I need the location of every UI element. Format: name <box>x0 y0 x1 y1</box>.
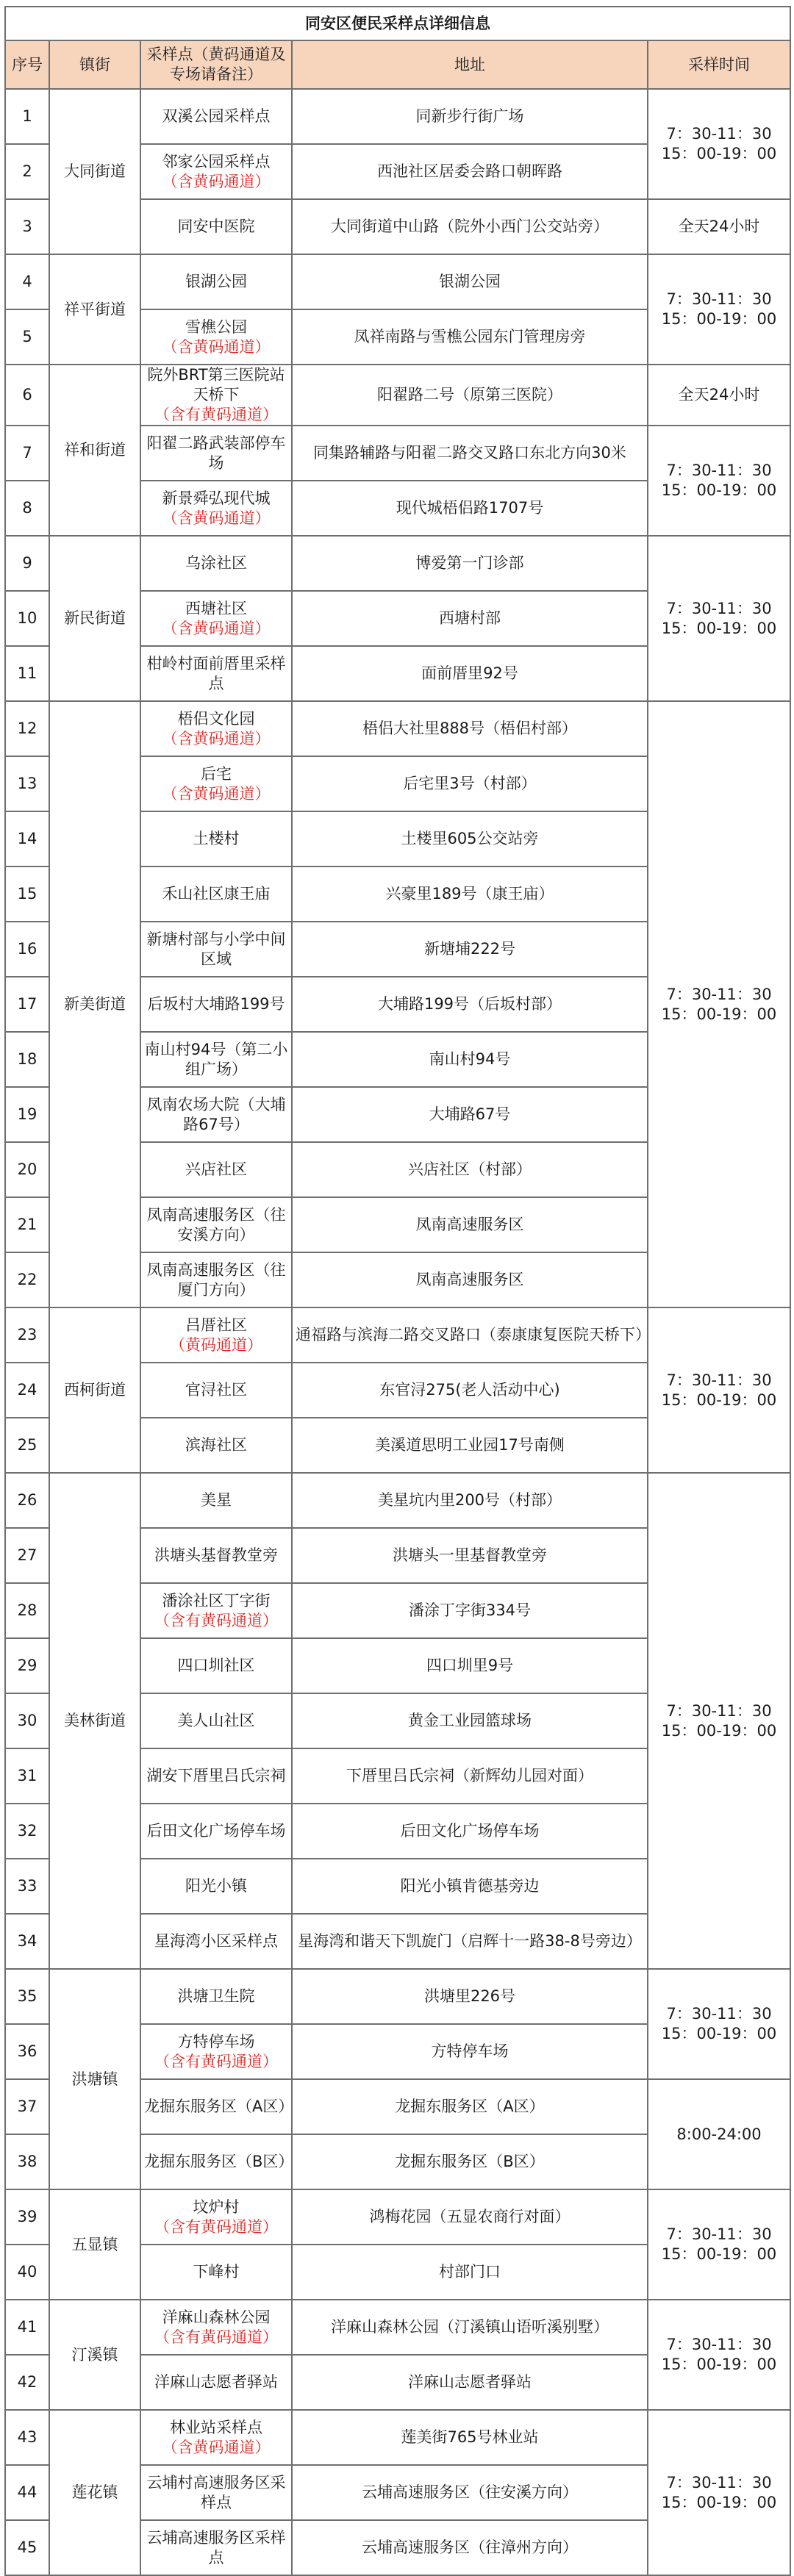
town-cell: 新民街道 <box>49 536 140 701</box>
site-name: 湖安下厝里吕氏宗祠 <box>146 1767 286 1784</box>
site-cell <box>140 1638 292 1693</box>
yellow-code-note: （含黄码通道） <box>162 619 271 637</box>
site-name: 新景舜弘现代城 <box>162 489 271 507</box>
time-line-2: 15：00-19：00 <box>661 2356 777 2373</box>
time-line-2: 15：00-19：00 <box>661 1721 777 1740</box>
site-cell <box>140 144 292 199</box>
site-name: 龙掘东服务区（A区） <box>144 2098 294 2115</box>
row-number: 40 <box>5 2245 49 2300</box>
site-cell <box>140 1252 292 1307</box>
site-name: 阳翟二路武装部停车场 <box>146 434 286 472</box>
site-name: 云埔村高速服务区采样点 <box>146 2473 286 2511</box>
table-row <box>5 2410 790 2465</box>
row-number: 37 <box>5 2079 49 2134</box>
site-cell <box>140 2465 292 2520</box>
sampling-time-cell <box>648 426 790 536</box>
row-number: 2 <box>5 144 49 199</box>
sampling-time-cell <box>648 536 790 701</box>
town-cell: 祥平街道 <box>49 254 140 365</box>
sampling-time-cell <box>648 199 790 254</box>
town-cell: 汀溪镇 <box>49 2300 140 2410</box>
row-number: 13 <box>5 756 49 811</box>
yellow-code-note: （含有黄码通道） <box>154 2052 278 2070</box>
table-row <box>5 2300 790 2355</box>
time-line-2: 15：00-19：00 <box>661 2025 777 2042</box>
row-number: 31 <box>5 1748 49 1804</box>
site-name: 官浔社区 <box>185 1381 247 1399</box>
site-cell <box>140 2024 292 2079</box>
site-cell <box>140 365 292 426</box>
address-cell: 后宅里3号（村部） <box>292 756 648 811</box>
site-name: 凤南高速服务区（往安溪方向） <box>146 1205 286 1244</box>
site-name: 洪塘卫生院 <box>177 1987 255 2005</box>
address-cell: 西池社区居委会路口朝晖路 <box>292 144 648 199</box>
site-name: 吕厝社区 <box>185 1316 247 1334</box>
time-line-1: 7：30-11：30 <box>666 599 772 617</box>
site-cell <box>140 1363 292 1418</box>
site-name: 洋麻山森林公园 <box>162 2308 271 2326</box>
row-number: 27 <box>5 1528 49 1583</box>
address-cell: 四口圳里9号 <box>292 1638 648 1693</box>
time-line-1: 7：30-11：30 <box>666 2005 772 2023</box>
address-cell: 洋麻山森林公园（汀溪镇山语听溪别墅） <box>292 2300 648 2355</box>
yellow-code-note: （含黄码通道） <box>162 509 271 527</box>
sampling-time-cell <box>648 365 790 426</box>
row-number: 14 <box>5 811 49 867</box>
site-cell <box>140 1142 292 1197</box>
address-cell: 博爱第一门诊部 <box>292 536 648 591</box>
row-number: 24 <box>5 1363 49 1418</box>
address-cell: 大同街道中山路（院外小西门公交站旁） <box>292 199 648 254</box>
time-line-2: 15：00-19：00 <box>661 619 777 637</box>
row-number: 1 <box>5 89 49 144</box>
yellow-code-note: （含黄码通道） <box>162 172 271 190</box>
address-cell: 面前厝里92号 <box>292 646 648 701</box>
row-number: 7 <box>5 426 49 481</box>
row-number: 21 <box>5 1197 49 1252</box>
site-cell <box>140 756 292 811</box>
row-number: 17 <box>5 977 49 1032</box>
site-name: 梧侣文化园 <box>177 709 255 728</box>
header-address: 地址 <box>292 40 648 89</box>
row-number: 26 <box>5 1473 49 1528</box>
site-cell <box>140 536 292 591</box>
row-number: 18 <box>5 1032 49 1087</box>
address-cell: 凤南高速服务区 <box>292 1197 648 1252</box>
time-line-2: 15：00-19：00 <box>661 2245 777 2263</box>
table-title: 同安区便民采样点详细信息 <box>5 7 790 40</box>
address-cell: 美星坑内里200号（村部） <box>292 1473 648 1528</box>
row-number: 36 <box>5 2024 49 2079</box>
site-name: 方特停车场 <box>177 2032 255 2051</box>
sampling-time-cell <box>648 2300 790 2410</box>
site-name: 滨海社区 <box>185 1436 247 1454</box>
address-cell: 土楼里605公交站旁 <box>292 811 648 867</box>
site-cell <box>140 1087 292 1142</box>
site-cell <box>140 2245 292 2300</box>
time-line-1: 7：30-11：30 <box>666 2336 772 2353</box>
site-cell <box>140 1914 292 1969</box>
site-name: 后田文化广场停车场 <box>146 1822 286 1840</box>
town-cell: 西柯街道 <box>49 1307 140 1473</box>
address-cell: 龙掘东服务区（A区） <box>292 2079 648 2134</box>
document-wrapper <box>4 6 790 2576</box>
time-line-2: 15：00-19：00 <box>661 145 777 162</box>
site-cell <box>140 1528 292 1583</box>
address-cell: 洪塘里226号 <box>292 1969 648 2024</box>
table-body <box>5 89 790 2575</box>
yellow-code-note: （含有黄码通道） <box>154 2217 278 2236</box>
time-line-2: 15：00-19：00 <box>661 2493 777 2511</box>
town-cell: 洪塘镇 <box>49 1969 140 2189</box>
address-cell: 美溪道思明工业园17号南侧 <box>292 1418 648 1473</box>
row-number: 3 <box>5 199 49 254</box>
table-row <box>5 1307 790 1363</box>
table-row <box>5 365 790 426</box>
site-cell <box>140 1804 292 1859</box>
site-name: 洪塘头基督教堂旁 <box>154 1546 278 1564</box>
town-cell: 美林街道 <box>49 1473 140 1969</box>
site-name: 潘涂社区丁字街 <box>162 1591 271 1610</box>
site-cell <box>140 2079 292 2134</box>
sampling-time-cell <box>648 2189 790 2300</box>
address-cell: 阳翟路二号（原第三医院） <box>292 365 648 426</box>
header-town: 镇街 <box>49 40 140 89</box>
sampling-time-cell <box>648 701 790 1307</box>
row-number: 29 <box>5 1638 49 1693</box>
row-number: 33 <box>5 1859 49 1914</box>
address-cell: 东官浔275(老人活动中心) <box>292 1363 648 1418</box>
header-time: 采样时间 <box>648 40 790 89</box>
row-number: 25 <box>5 1418 49 1473</box>
address-cell: 凤祥南路与雪樵公园东门管理房旁 <box>292 309 648 365</box>
row-number: 19 <box>5 1087 49 1142</box>
address-cell: 下厝里吕氏宗祠（新辉幼儿园对面） <box>292 1748 648 1804</box>
site-name: 林业站采样点 <box>170 2418 262 2436</box>
address-cell: 黄金工业园篮球场 <box>292 1693 648 1748</box>
site-cell <box>140 867 292 922</box>
site-name: 美星 <box>201 1491 232 1509</box>
site-name: 下峰村 <box>193 2263 240 2281</box>
time-line-1: 7：30-11：30 <box>666 462 772 479</box>
address-cell: 洋麻山志愿者驿站 <box>292 2355 648 2410</box>
time-line-1: 全天24小时 <box>678 218 760 235</box>
site-cell <box>140 646 292 701</box>
row-number: 6 <box>5 365 49 426</box>
site-cell <box>140 89 292 144</box>
yellow-code-note: （黄码通道） <box>170 1335 262 1354</box>
town-cell: 新美街道 <box>49 701 140 1307</box>
site-name: 雪樵公园 <box>185 317 247 336</box>
title-row <box>5 7 790 40</box>
row-number: 42 <box>5 2355 49 2410</box>
sampling-time-cell <box>648 2079 790 2189</box>
row-number: 32 <box>5 1804 49 1859</box>
time-line-2: 15：00-19：00 <box>661 1391 777 1409</box>
address-cell: 鸿梅花园（五显农商行对面） <box>292 2189 648 2245</box>
address-cell: 大埔路199号（后坂村部） <box>292 977 648 1032</box>
site-name: 四口圳社区 <box>177 1657 255 1674</box>
site-name: 星海湾小区采样点 <box>154 1932 278 1950</box>
table-row <box>5 1473 790 1528</box>
address-cell: 莲美街765号林业站 <box>292 2410 648 2465</box>
site-cell <box>140 309 292 365</box>
yellow-code-note: （含黄码通道） <box>162 337 271 356</box>
site-cell <box>140 1583 292 1638</box>
yellow-code-note: （含黄码通道） <box>162 784 271 803</box>
row-number: 44 <box>5 2465 49 2520</box>
address-cell: 阳光小镇肯德基旁边 <box>292 1859 648 1914</box>
site-name: 柑岭村面前厝里采样点 <box>146 654 286 692</box>
address-cell: 方特停车场 <box>292 2024 648 2079</box>
site-name: 坟炉村 <box>193 2198 240 2216</box>
address-cell: 西塘村部 <box>292 591 648 646</box>
row-number: 15 <box>5 867 49 922</box>
row-number: 16 <box>5 922 49 977</box>
sampling-time-cell <box>648 89 790 199</box>
time-line-2: 15：00-19：00 <box>661 310 777 328</box>
town-cell: 五显镇 <box>49 2189 140 2300</box>
site-cell <box>140 811 292 867</box>
site-name: 云埔高速服务区采样点 <box>146 2528 286 2566</box>
site-cell <box>140 2189 292 2245</box>
time-line-1: 7：30-11：30 <box>666 2473 772 2491</box>
site-name: 邻家公园采样点 <box>162 152 271 171</box>
address-cell: 星海湾和谐天下凯旋门（启辉十一路38-8号旁边） <box>292 1914 648 1969</box>
address-cell: 通福路与滨海二路交叉路口（泰康康复医院天桥下） <box>292 1307 648 1363</box>
site-cell <box>140 701 292 756</box>
site-cell <box>140 1693 292 1748</box>
sampling-time-cell <box>648 254 790 365</box>
site-cell <box>140 2134 292 2189</box>
site-cell <box>140 426 292 481</box>
site-cell <box>140 1473 292 1528</box>
address-cell: 兴店社区（村部） <box>292 1142 648 1197</box>
time-line-1: 7：30-11：30 <box>666 1701 772 1720</box>
sampling-time-cell <box>648 1307 790 1473</box>
sampling-time-cell <box>648 2410 790 2575</box>
row-number: 8 <box>5 481 49 536</box>
time-line-2: 15：00-19：00 <box>661 1005 777 1023</box>
address-cell: 潘涂丁字街334号 <box>292 1583 648 1638</box>
sampling-time-cell <box>648 1969 790 2079</box>
table-row <box>5 89 790 144</box>
site-cell <box>140 922 292 977</box>
row-number: 28 <box>5 1583 49 1638</box>
address-cell: 南山村94号 <box>292 1032 648 1087</box>
site-cell <box>140 977 292 1032</box>
site-name: 南山村94号（第二小组广场） <box>144 1040 288 1078</box>
time-line-1: 7：30-11：30 <box>666 1371 772 1389</box>
address-cell: 银湖公园 <box>292 254 648 309</box>
table-row <box>5 2189 790 2245</box>
address-cell: 龙掘东服务区（B区） <box>292 2134 648 2189</box>
sampling-sites-table <box>4 6 791 2576</box>
address-cell: 云埔高速服务区（往漳州方向） <box>292 2520 648 2575</box>
site-name: 美人山社区 <box>177 1712 255 1729</box>
site-name: 乌涂社区 <box>185 554 247 572</box>
time-line-1: 全天24小时 <box>678 386 760 403</box>
site-cell <box>140 2300 292 2355</box>
row-number: 45 <box>5 2520 49 2575</box>
site-cell <box>140 1197 292 1252</box>
address-cell: 云埔高速服务区（往安溪方向） <box>292 2465 648 2520</box>
row-number: 11 <box>5 646 49 701</box>
site-cell <box>140 1859 292 1914</box>
site-name: 银湖公园 <box>185 273 247 290</box>
address-cell: 凤南高速服务区 <box>292 1252 648 1307</box>
header-no: 序号 <box>5 40 49 89</box>
row-number: 5 <box>5 309 49 365</box>
site-name: 兴店社区 <box>185 1160 247 1178</box>
site-cell <box>140 2520 292 2575</box>
row-number: 12 <box>5 701 49 756</box>
site-cell <box>140 199 292 254</box>
time-line-2: 15：00-19：00 <box>661 481 777 499</box>
header-row <box>5 40 790 89</box>
time-line-1: 8:00-24:00 <box>676 2125 762 2143</box>
address-cell: 梧侣大社里888号（梧侣村部） <box>292 701 648 756</box>
address-cell: 同集路辅路与阳翟二路交叉路口东北方向30米 <box>292 426 648 481</box>
site-name: 新塘村部与小学中间区域 <box>146 930 286 968</box>
time-line-1: 7：30-11：30 <box>666 290 772 308</box>
row-number: 30 <box>5 1693 49 1748</box>
site-name: 禾山社区康王庙 <box>162 885 271 903</box>
row-number: 4 <box>5 254 49 309</box>
site-name: 同安中医院 <box>177 218 255 235</box>
table-row <box>5 536 790 591</box>
header-site: 采样点（黄码通道及专场请备注） <box>140 40 292 89</box>
time-line-1: 7：30-11：30 <box>666 125 772 143</box>
site-cell <box>140 2355 292 2410</box>
address-cell: 大埔路67号 <box>292 1087 648 1142</box>
site-cell <box>140 254 292 309</box>
address-cell: 洪塘头一里基督教堂旁 <box>292 1528 648 1583</box>
row-number: 41 <box>5 2300 49 2355</box>
address-cell: 后田文化广场停车场 <box>292 1804 648 1859</box>
address-cell: 同新步行街广场 <box>292 89 648 144</box>
row-number: 39 <box>5 2189 49 2245</box>
row-number: 10 <box>5 591 49 646</box>
site-cell <box>140 1418 292 1473</box>
site-name: 院外BRT第三医院站天桥下 <box>147 366 285 403</box>
site-cell <box>140 591 292 646</box>
table-row <box>5 701 790 756</box>
site-name: 后坂村大埔路199号 <box>147 995 285 1013</box>
row-number: 43 <box>5 2410 49 2465</box>
site-name: 阳光小镇 <box>185 1877 247 1895</box>
time-line-1: 7：30-11：30 <box>666 2225 772 2243</box>
site-name: 龙掘东服务区（B区） <box>144 2153 294 2170</box>
address-cell: 现代城梧侣路1707号 <box>292 481 648 536</box>
table-row <box>5 1969 790 2024</box>
site-cell <box>140 1748 292 1804</box>
site-name: 凤南高速服务区（往厦门方向） <box>146 1260 286 1299</box>
town-cell: 大同街道 <box>49 89 140 254</box>
site-cell <box>140 1307 292 1363</box>
yellow-code-note: （含黄码通道） <box>162 2438 271 2456</box>
row-number: 38 <box>5 2134 49 2189</box>
site-name: 西塘社区 <box>185 599 247 617</box>
time-line-1: 7：30-11：30 <box>666 985 772 1003</box>
table-row <box>5 254 790 309</box>
site-name: 洋麻山志愿者驿站 <box>154 2373 278 2391</box>
row-number: 35 <box>5 1969 49 2024</box>
row-number: 9 <box>5 536 49 591</box>
site-cell <box>140 1969 292 2024</box>
yellow-code-note: （含黄码通道） <box>162 729 271 747</box>
yellow-code-note: （含有黄码通道） <box>154 1611 278 1629</box>
site-cell <box>140 2410 292 2465</box>
yellow-code-note: （含有黄码通道） <box>154 406 278 423</box>
yellow-code-note: （含有黄码通道） <box>154 2328 278 2346</box>
sampling-time-cell <box>648 1473 790 1969</box>
site-cell <box>140 1032 292 1087</box>
site-cell <box>140 481 292 536</box>
town-cell: 祥和街道 <box>49 365 140 536</box>
site-name: 后宅 <box>201 764 232 783</box>
address-cell: 新塘埔222号 <box>292 922 648 977</box>
row-number: 22 <box>5 1252 49 1307</box>
town-cell: 莲花镇 <box>49 2410 140 2575</box>
address-cell: 兴豪里189号（康王庙） <box>292 867 648 922</box>
site-name: 凤南农场大院（大埔路67号） <box>146 1095 286 1133</box>
site-name: 土楼村 <box>193 830 240 847</box>
site-name: 双溪公园采样点 <box>162 107 271 125</box>
row-number: 34 <box>5 1914 49 1969</box>
address-cell: 村部门口 <box>292 2245 648 2300</box>
row-number: 23 <box>5 1307 49 1363</box>
row-number: 20 <box>5 1142 49 1197</box>
